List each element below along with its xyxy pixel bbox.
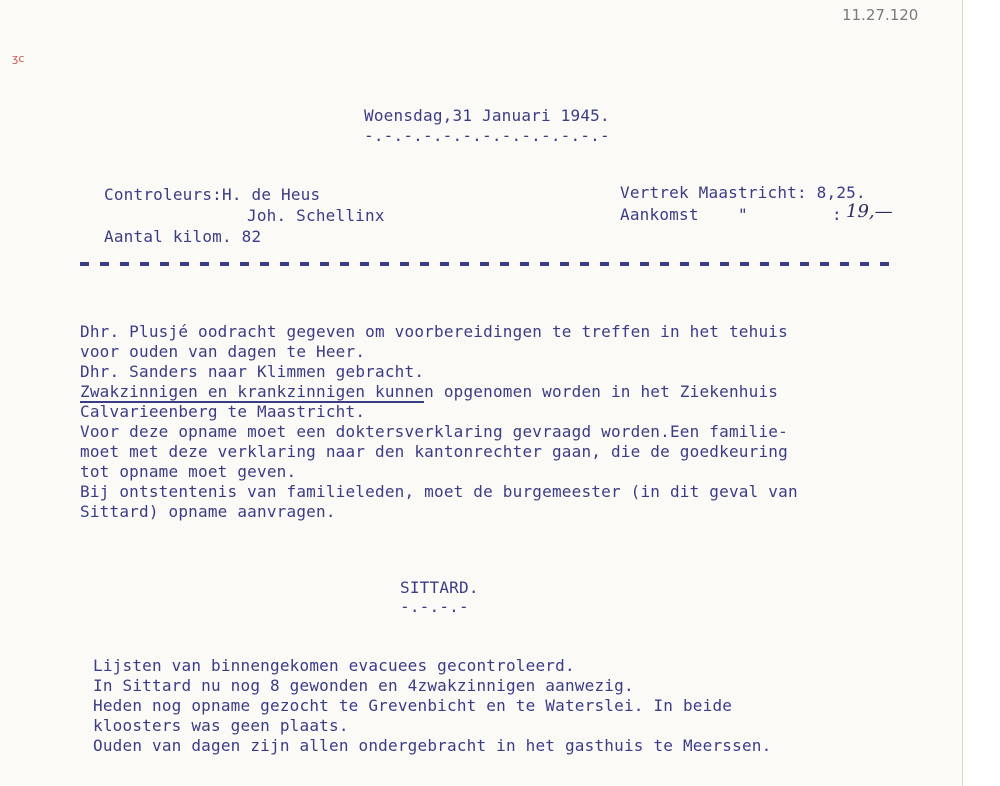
section-line: kloosters was geen plaats. <box>93 716 349 735</box>
body-line: Calvarieenberg te Maastricht. <box>80 402 366 421</box>
body-line: Zwakzinnigen en krankzinnigen kunnen opgenomen worden in het Ziekenhuis <box>80 382 779 401</box>
arrival-time-handwritten: 19,— <box>846 201 893 222</box>
archive-number: 11.27.120 <box>842 6 919 24</box>
body-line: Dhr. Sanders naar Klimmen gebracht. <box>80 362 425 381</box>
arrival-label: Aankomst " <box>620 205 748 224</box>
scan-margin <box>962 0 1000 786</box>
section-rule: -.-.-.- <box>400 597 469 616</box>
body-line: Dhr. Plusjé oodracht gegeven om voorbereidingen te treffen in het tehuis <box>80 322 788 341</box>
body-line: voor ouden van dagen te Heer. <box>80 342 366 361</box>
date-rule: -.-.-.-.-.-.-.-.-.-.-.-.- <box>364 126 610 145</box>
section-divider <box>80 262 890 266</box>
section-line: Ouden van dagen zijn allen ondergebracht in het gasthuis te Meerssen. <box>93 736 772 755</box>
controleurs-second-name: Joh. Schellinx <box>247 206 385 225</box>
body-line: Bij ontstentenis van familieleden, moet de burgemeester (in dit geval van <box>80 482 798 501</box>
body-line: moet met deze verklaring naar den kantonrechter gaan, die de goedkeuring <box>80 442 788 461</box>
stamp-mark: ʒc <box>12 52 25 65</box>
kilometers-line: Aantal kilom. 82 <box>104 227 262 246</box>
document-date: Woensdag,31 Januari 1945. <box>364 106 610 125</box>
section-line: Lijsten van binnengekomen evacuees gecontroleerd. <box>93 656 575 675</box>
section-title: SITTARD. <box>400 578 479 597</box>
body-line: tot opname moet geven. <box>80 462 297 481</box>
departure-line: Vertrek Maastricht: 8,25. <box>620 183 866 202</box>
section-line: Heden nog opname gezocht te Grevenbicht en te Waterslei. In beide <box>93 696 733 715</box>
arrival-colon: : <box>832 205 842 224</box>
controleurs-line: Controleurs:H. de Heus <box>104 185 321 204</box>
body-line: Voor deze opname moet een doktersverklaring gevraagd worden.Een familie- <box>80 422 788 441</box>
section-line: In Sittard nu nog 8 gewonden en 4zwakzinnigen aanwezig. <box>93 676 634 695</box>
body-line: Sittard) opname aanvragen. <box>80 502 336 521</box>
